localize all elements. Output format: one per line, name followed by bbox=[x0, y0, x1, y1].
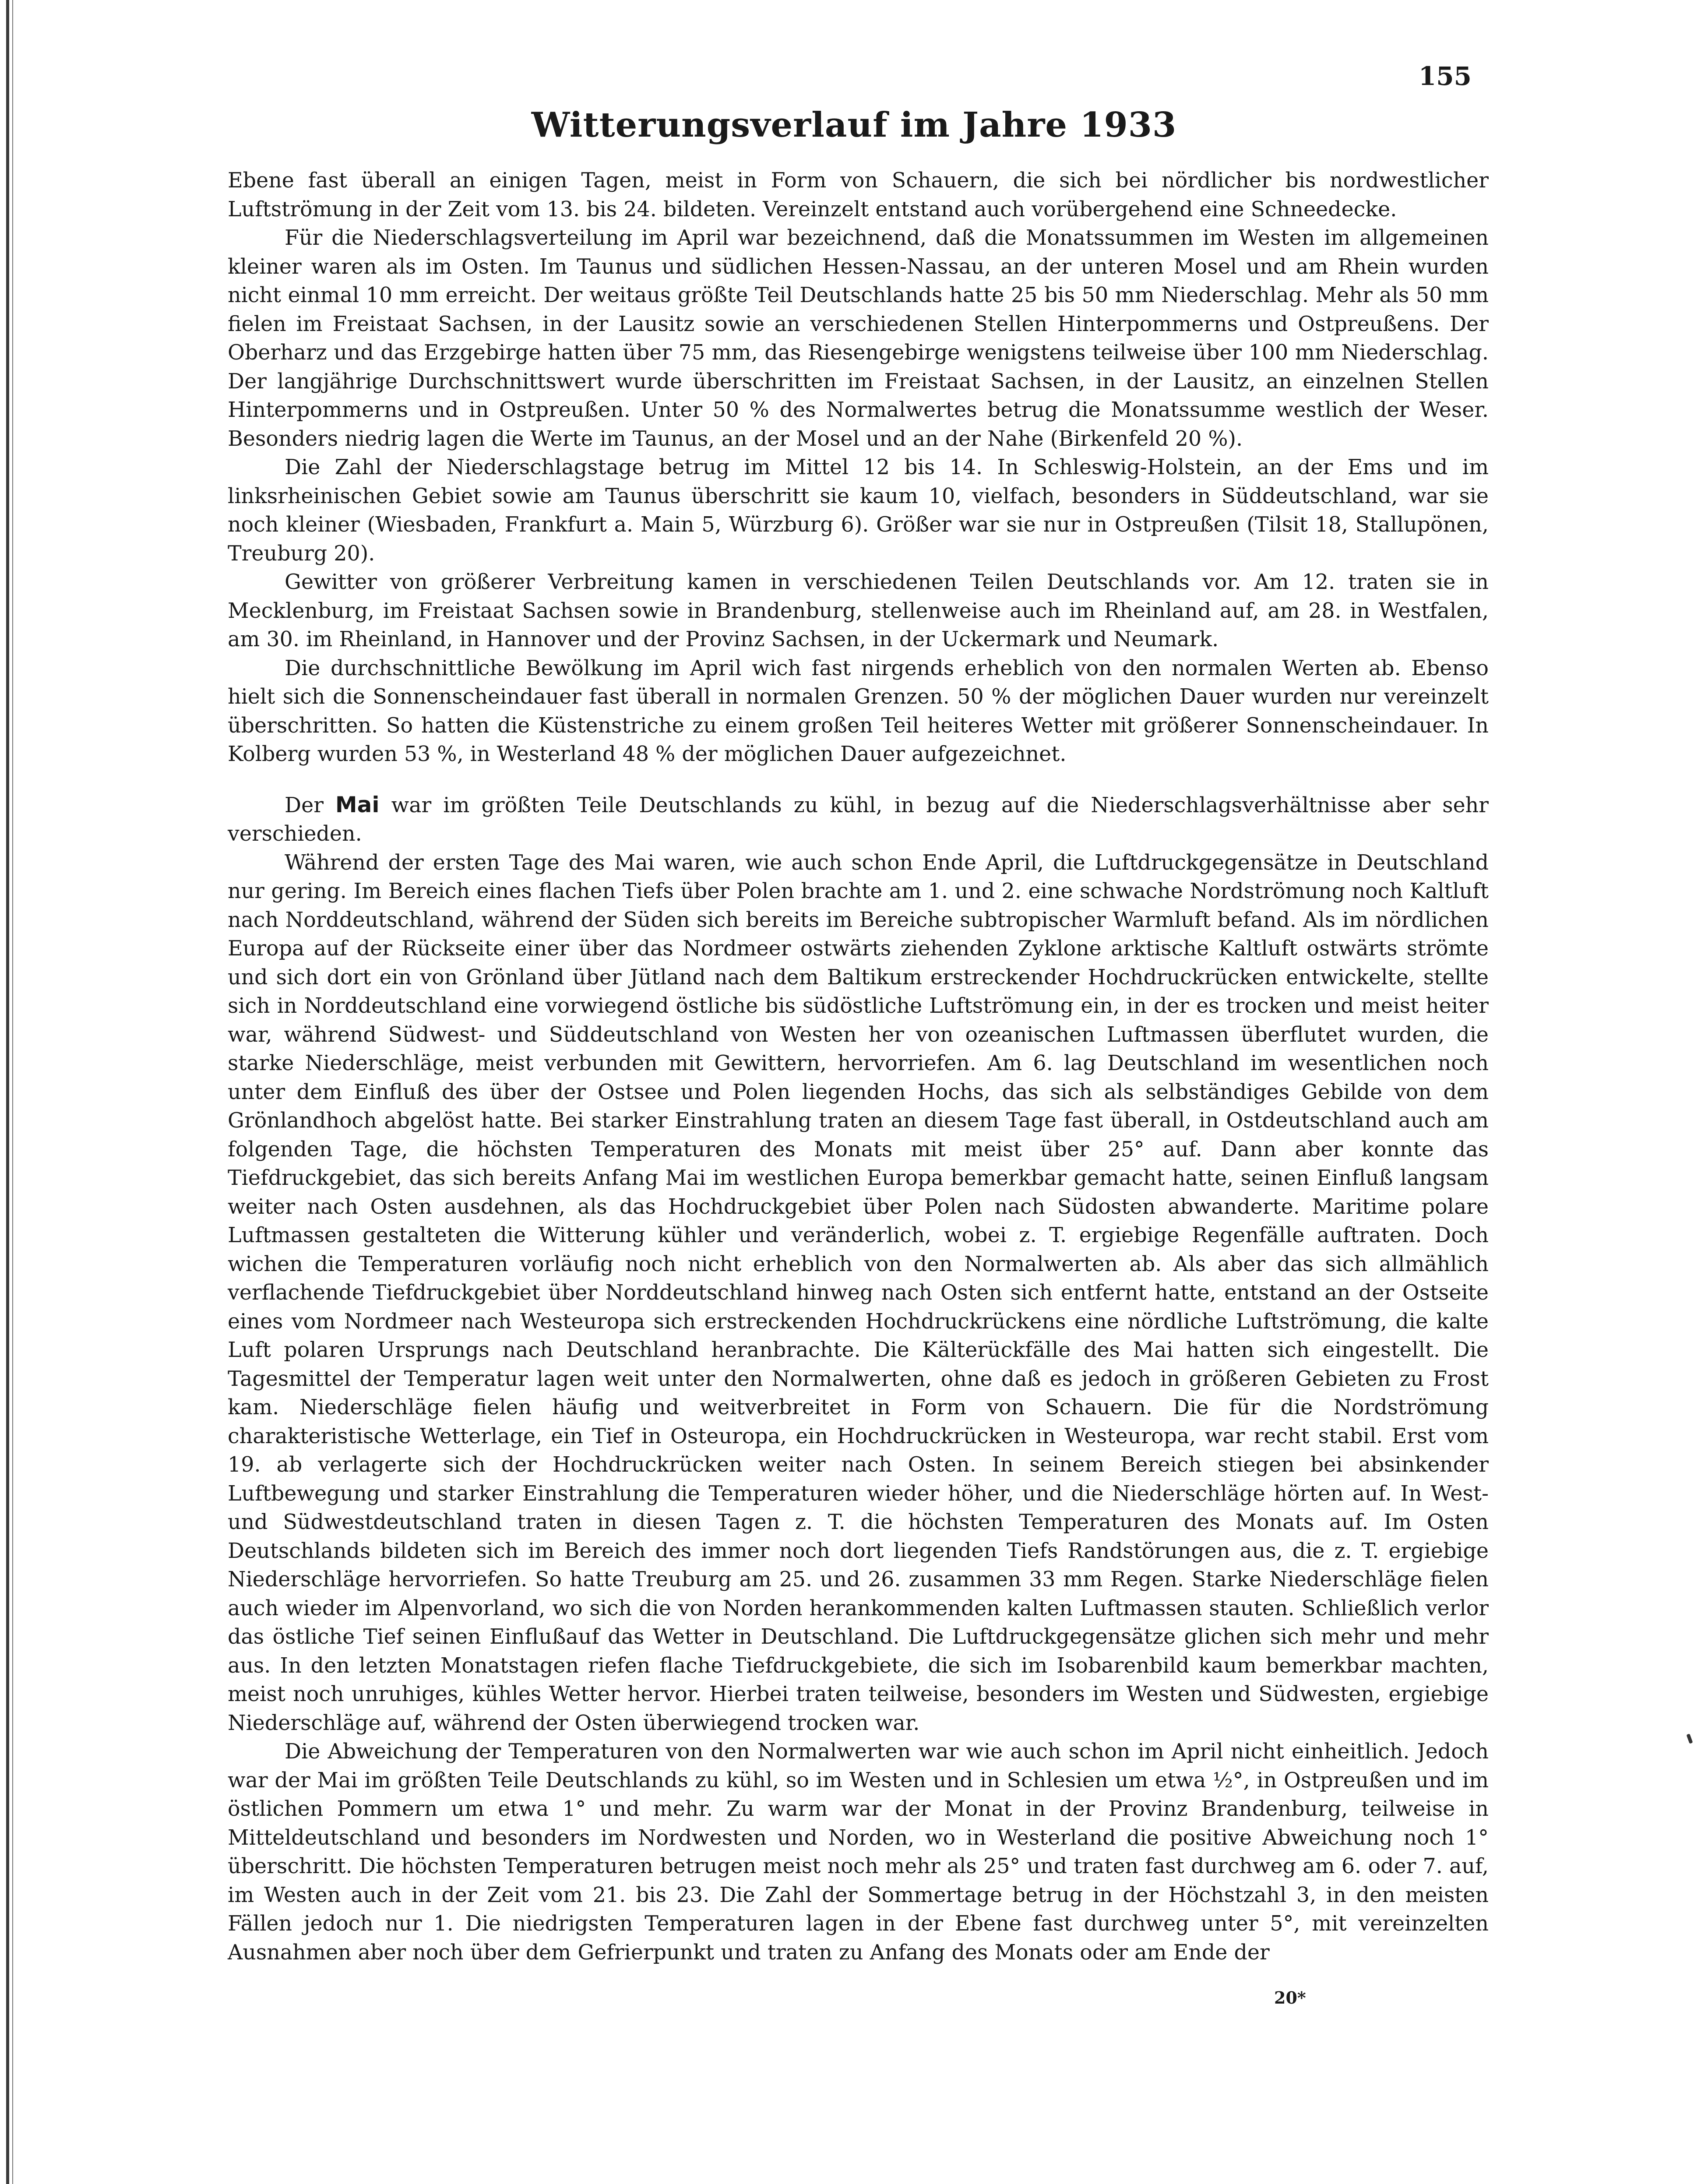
scan-speck bbox=[1686, 1733, 1693, 1744]
page-title: Witterungsverlauf im Jahre 1933 bbox=[531, 105, 1177, 145]
paragraph-may-intro bbox=[228, 791, 1489, 849]
paragraph-april-precipitation: Für die Niederschlagsverteilung im April war bezeichnend, daß die Monatssummen im Westen im allgemeinen kleiner waren als im Osten. Im Taunus und südlichen Hessen-Nassau, an der unteren Mosel und am Rhein wurden nicht einmal 10 mm erreicht. Der weitaus größte Teil Deutschlands hatte 25 bis 50 mm Niederschlag. Mehr als 50 mm fielen im Freistaat Sachsen, in der Lausitz sowie an verschiedenen Stellen Hinterpommerns und Ostpreußens. Der Oberharz und das Erzgebirge hatten über 75 mm, das Riesengebirge wenigstens teilweise über 100 mm Niederschlag. Der langjährige Durchschnittswert wurde überschritten im Freistaat Sachsen, in der Lausitz, an einzelnen Stellen Hinterpommerns und in Ostpreußen. Unter 50 % des Normalwertes betrug die Monatssumme westlich der Weser. Besonders niedrig lagen die Werte im Taunus, an der Mosel und an der Nahe (Birkenfeld 20 %). bbox=[228, 226, 1489, 451]
paragraph-april-thunderstorms: Gewitter von größerer Verbreitung kamen in verschiedenen Teilen Deutschlands vor. Am 12. traten sie in Mecklenburg, im Freistaat Sachsen sowie in Brandenburg, stellenweise auch im Rheinland auf, am 28. in Westfalen, am 30. im Rheinland, in Hannover und der Provinz Sachsen, in der Uckermark und Neumark. bbox=[228, 570, 1489, 652]
may-lead-in: Der bbox=[285, 793, 324, 817]
month-heading-may: Mai bbox=[335, 792, 380, 817]
signature-mark: 20* bbox=[1274, 1988, 1306, 2008]
paragraph-may-weather: Während der ersten Tage des Mai waren, wie auch schon Ende April, die Luftdruckgegensätze in Deutschland nur gering. Im Bereich eines flachen Tiefs über Polen brachte am 1. und 2. eine schwache Nordströmung noch Kaltluft nach Norddeutschland, während der Süden sich bereits im Bereiche subtropischer Warmluft befand. Als im nördlichen Europa auf der Rückseite einer über das Nordmeer ostwärts ziehenden Zyklone arktische Kaltluft ostwärts strömte und sich dort ein von Grönland über Jütland nach dem Baltikum erstreckender Hochdruckrücken entwickelte, stellte sich in Norddeutschland eine vorwiegend östliche bis südöstliche Luftströmung ein, in der es trocken und meist heiter war, während Südwest- und Süddeutschland von Westen her von ozeanischen Luftmassen überflutet wurden, die starke Niederschläge, meist verbunden mit Gewittern, hervorriefen. Am 6. lag Deutschland im wesentlichen noch unter dem Einfluß des über der Ostsee und Polen liegenden Hochs, das sich als selbständiges Gebilde von dem Grönlandhoch abgelöst hatte. Bei starker Einstrahlung traten an diesem Tage fast überall, in Ostdeutschland auch am folgenden Tage, die höchsten Temperaturen des Monats mit meist über 25° auf. Dann aber konnte das Tiefdruckgebiet, das sich bereits Anfang Mai im westlichen Europa bemerkbar gemacht hatte, seinen Einfluß langsam weiter nach Osten ausdehnen, als das Hochdruckgebiet über Polen nach Südosten abwanderte. Maritime polare Luftmassen gestalteten die Witterung kühler und veränderlich, wobei z. T. ergiebige Regenfälle auftraten. Doch wichen die Temperaturen vorläufig noch nicht erheblich von den Normalwerten ab. Als aber das sich allmählich verflachende Tiefdruckgebiet über Norddeutschland hinweg nach Osten sich entfernt hatte, entstand an der Ostseite eines vom Nordmeer nach Westeuropa sich erstreckenden Hochdruckrückens eine nördliche Luftströmung, die kalte Luft polaren Ursprungs nach Deutschland heranbrachte. Die Kälterückfälle des Mai hatten sich eingestellt. Die Tagesmittel der Temperatur lagen weit unter den Normalwerten, ohne daß es jedoch in größeren Gebieten zu Frost kam. Niederschläge fielen häufig und weitverbreitet in Form von Schauern. Die für die Nordströmung charakteristische Wetterlage, ein Tief in Osteuropa, ein Hochdruckrücken in Westeuropa, war recht stabil. Erst vom 19. ab verlagerte sich der Hochdruckrücken weiter nach Osten. In seinem Bereich stiegen bei absinkender Luftbewegung und starker Einstrahlung die Temperaturen wieder höher, und die Niederschläge hörten auf. In West- und Südwestdeutschland traten in diesen Tagen z. T. die höchsten Temperaturen des Monats auf. Im Osten Deutschlands bildeten sich im Bereich des immer noch dort liegenden Tiefs Randstörungen aus, die z. T. ergiebige Niederschläge hervorriefen. So hatte Treuburg am 25. und 26. zusammen 33 mm Regen. Starke Niederschläge fielen auch wieder im Alpenvorland, wo sich die von Norden herankommenden kalten Luftmassen stauten. Schließlich verlor das östliche Tief seinen Einflußauf das Wetter in Deutschland. Die Luftdruckgegensätze glichen sich mehr und mehr aus. In den letzten Monatstagen riefen flache Tiefdruckgebiete, die sich im Isobarenbild kaum bemerkbar machten, meist noch unruhiges, kühles Wetter hervor. Hierbei traten teilweise, besonders im Westen und Südwesten, ergiebige Niederschläge auf, während der Osten überwiegend trocken war. bbox=[228, 850, 1489, 1735]
scan-border-left bbox=[6, 0, 9, 2184]
paragraph-april-precip-days: Die Zahl der Niederschlagstage betrug im Mittel 12 bis 14. In Schleswig-Holstein, an der Ems und im linksrheinischen Gebiet sowie am Taunus überschritt sie kaum 10, vielfach, besonders in Süddeutschland, war sie noch kleiner (Wiesbaden, Frankfurt a. Main 5, Würzburg 6). Größer war sie nur in Ostpreußen (Tilsit 18, Stallupönen, Treuburg 20). bbox=[228, 455, 1489, 566]
may-intro-rest: war im größten Teile Deutschlands zu kühl, in bezug auf die Niederschlagsverhältnisse aber sehr verschieden. bbox=[228, 793, 1489, 846]
paragraph-may-temperatures: Die Abweichung der Temperaturen von den Normalwerten war wie auch schon im April nicht einheitlich. Jedoch war der Mai im größten Teile Deutschlands zu kühl, so im Westen und in Schlesien um etwa ½°, in Ostpreußen und im östlichen Pommern um etwa 1° und mehr. Zu warm war der Monat in der Provinz Brandenburg, teilweise in Mitteldeutschland und besonders im Nordwesten und Norden, wo in Westerland die positive Abweichung noch 1° überschritt. Die höchsten Temperaturen betrugen meist noch mehr als 25° und traten fast durchweg am 6. oder 7. auf, im Westen auch in der Zeit vom 21. bis 23. Die Zahl der Sommertage betrug in der Höchstzahl 3, in den meisten Fällen jedoch nur 1. Die niedrigsten Temperaturen lagen in der Ebene fast durchweg unter 5°, mit vereinzelten Ausnahmen aber noch über dem Gefrierpunkt und traten zu Anfang des Monats oder am Ende der bbox=[228, 1740, 1489, 1965]
body-text bbox=[228, 166, 1489, 1967]
scan-border-left-thin bbox=[12, 0, 13, 2184]
page-number: 155 bbox=[1418, 61, 1472, 91]
paragraph-continuation: Ebene fast überall an einigen Tagen, meist in Form von Schauern, die sich bei nördlicher bis nordwestlicher Luftströmung in der Zeit vom 13. bis 24. bildeten. Vereinzelt entstand auch vorübergehend eine Schneedecke. bbox=[228, 169, 1489, 222]
paragraph-april-cloudiness: Die durchschnittliche Bewölkung im April wich fast nirgends erheblich von den normalen Werten ab. Ebenso hielt sich die Sonnenscheindauer fast überall in normalen Grenzen. 50 % der möglichen Dauer wurden nur vereinzelt überschritten. So hatten die Küstenstriche zu einem großen Teil heiteres Wetter mit größerer Sonnenscheindauer. In Kolberg wurden 53 %, in Westerland 48 % der möglichen Dauer aufgezeichnet. bbox=[228, 656, 1489, 766]
